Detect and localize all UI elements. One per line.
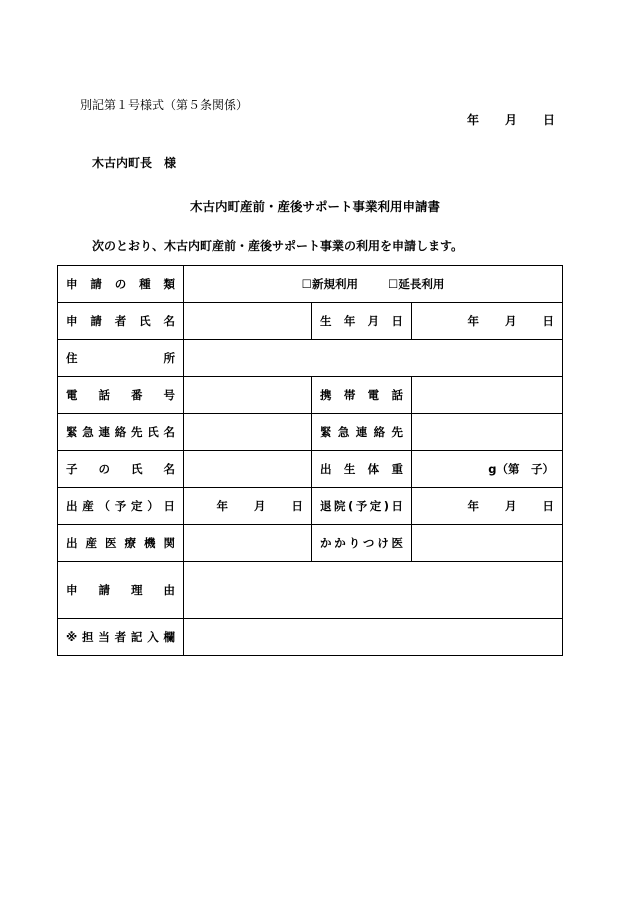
- emergency-contact-field[interactable]: [412, 414, 563, 451]
- phone-label: 電話番号: [58, 377, 184, 414]
- applicant-name-field[interactable]: [184, 303, 312, 340]
- discharge-date-field[interactable]: 年 月 日: [412, 488, 563, 525]
- birth-weight-field[interactable]: g（第 子）: [412, 451, 563, 488]
- mobile-label: 携帯電話: [312, 377, 412, 414]
- reason-field[interactable]: [184, 562, 563, 619]
- option-extend-label: 延長利用: [398, 277, 445, 291]
- row-applicant: [58, 303, 563, 340]
- row-phone: [58, 377, 563, 414]
- document-title: 木古内町産前・産後サポート事業利用申請書: [189, 199, 440, 214]
- emergency-name-field[interactable]: [184, 414, 312, 451]
- address-field[interactable]: [184, 340, 563, 377]
- checkbox-new[interactable]: ☐: [301, 277, 312, 291]
- row-emergency: [58, 414, 563, 451]
- row-address: [58, 340, 563, 377]
- facility-label: 出産医療機関: [58, 525, 184, 562]
- row-dates: [58, 488, 563, 525]
- application-form-table: [57, 265, 563, 656]
- row-application-type: [58, 266, 563, 303]
- mobile-field[interactable]: [412, 377, 563, 414]
- discharge-date-label: 退院(予定)日: [312, 488, 412, 525]
- row-facility: [58, 525, 563, 562]
- row-reason: [58, 562, 563, 619]
- address-label: 住所: [58, 340, 184, 377]
- intro-text: 次のとおり、木古内町産前・産後サポート事業の利用を申請します。: [92, 239, 464, 253]
- date-month-label: 月: [505, 113, 518, 127]
- phone-field[interactable]: [184, 377, 312, 414]
- row-staff: [58, 619, 563, 656]
- applicant-name-label: 申請者氏名: [58, 303, 184, 340]
- date-day-label: 日: [543, 113, 556, 127]
- birth-date-label: 生年月日: [312, 303, 412, 340]
- staff-field[interactable]: [184, 619, 563, 656]
- addressee: 木古内町長 様: [92, 156, 177, 170]
- child-name-field[interactable]: [184, 451, 312, 488]
- delivery-date-field[interactable]: 年 月 日: [184, 488, 312, 525]
- checkbox-extend[interactable]: ☐: [388, 277, 399, 291]
- birth-date-field[interactable]: 年 月 日: [412, 303, 563, 340]
- date-year-label: 年: [467, 113, 480, 127]
- form-number: 別記第１号様式（第５条関係）: [80, 98, 249, 112]
- emergency-contact-label: 緊急連絡先: [312, 414, 412, 451]
- doctor-label: かかりつけ医: [312, 525, 412, 562]
- application-type-options: [184, 266, 563, 303]
- child-name-label: 子の氏名: [58, 451, 184, 488]
- facility-field[interactable]: [184, 525, 312, 562]
- staff-label: ※担当者記入欄: [58, 619, 184, 656]
- application-date: [467, 111, 555, 128]
- application-type-label: 申請の種類: [58, 266, 184, 303]
- emergency-name-label: 緊急連絡先氏名: [58, 414, 184, 451]
- doctor-field[interactable]: [412, 525, 563, 562]
- delivery-date-label: 出産（予定）日: [58, 488, 184, 525]
- reason-label: 申請理由: [58, 562, 184, 619]
- row-child: [58, 451, 563, 488]
- birth-weight-label: 出生体重: [312, 451, 412, 488]
- option-new-label: 新規利用: [311, 277, 358, 291]
